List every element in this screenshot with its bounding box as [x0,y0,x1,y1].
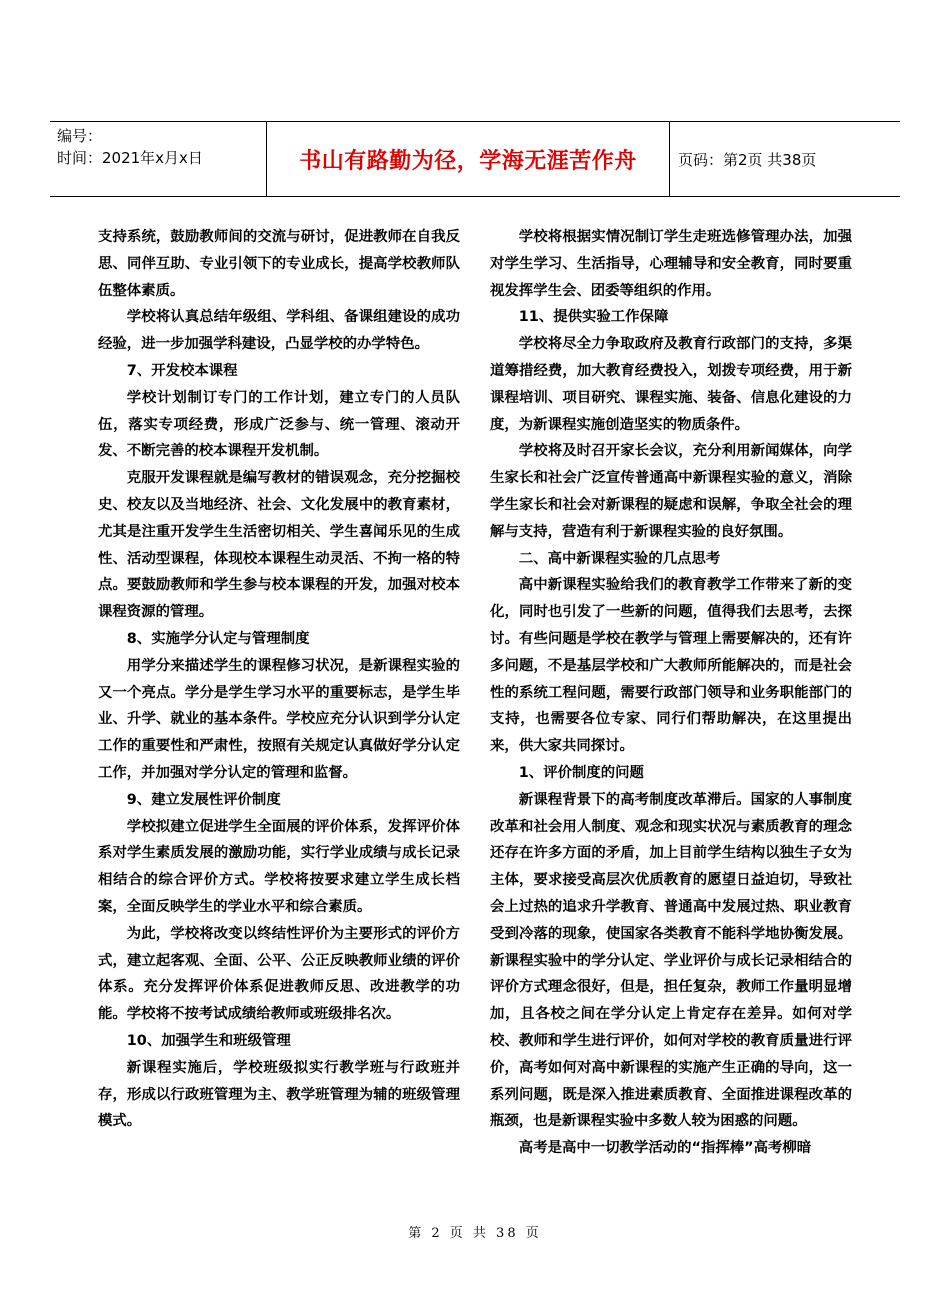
page-footer: 第 2 页 共 38 页 [408,1226,542,1241]
document-number-label: 编号： [57,127,103,145]
paragraph: 8、实施学分认定与管理制度 [126,630,310,647]
paragraph: 为此，学校将改变以终结性评价为主要形式的评价方式，建立起客观、全面、公平、公正反映教师业绩的评价体系。充分发挥评价体系促进教师反思、改进教学的功能。学校将不按考试成绩给教师或班级排名次。 [98,925,460,1023]
paragraph: 用学分来描述学生的课程修习状况，是新课程实验的又一个亮点。学分是学生学习水平的重要标志，是学生毕业、升学、就业的基本条件。学校应充分认识到学分认定工作的重要性和严肃性，按照有关规定认真做好学分认定工作，并加强对学分认定的管理和监督。 [98,657,460,781]
paragraph: 10、加强学生和班级管理 [126,1032,291,1049]
paragraph: 高考是高中一切教学活动的“指挥棒”高考柳暗 [518,1140,812,1157]
paragraph: 学校拟建立促进学生全面展的评价体系，发挥评价体系对学生素质发展的激励功能，实行学业成绩与成长记录相结合的综合评价方式。学校将按要求建立学生成长档案，全面反映学生的学业水平和综合素质。 [98,818,460,915]
paragraph: 11、提供实验工作保障 [518,309,669,326]
page-header [50,121,900,197]
paragraph: 学校将认真总结年级组、学科组、备课组建设的成功经验，进一步加强学科建设，凸显学校的办学特色。 [98,309,460,353]
paragraph: 高中新课程实验给我们的教育教学工作带来了新的变化，同时也引发了一些新的问题，值得我们去思考，去探讨。有些问题是学校在教学与管理上需要解决的，还有许多问题，不是基层学校和广大教师所能解决的，而是社会性的系统工程问题，需要行政部门领导和业务职能部门的支持，也需要各位专家、同行们帮助解决，在这里提出来，供大家共同探讨。 [490,577,852,755]
paragraph: 学校将尽全力争取政府及教育行政部门的支持，多渠道筹措经费，加大教育经费投入，划拨专项经费，用于新课程培训、项目研究、课程实施、装备、信息化建设的力度，为新课程实施创造坚实的物质条件。 [490,336,852,433]
paragraph: 学校计划制订专门的工作计划，建立专门的人员队伍，落实专项经费，形成广泛参与、统一管理、滚动开发、不断完善的校本课程开发机制。 [98,389,460,460]
paragraph: 7、开发校本课程 [126,362,238,379]
header-page-label: 页码：第2页 共38页 [678,150,817,169]
paragraph: 学校将及时召开家长会议，充分利用新闻媒体，向学生家长和社会广泛宣传普通高中新课程实验的意义，消除学生家长和社会对新课程的疑虑和误解，争取全社会的理解与支持，营造有利于新课程实验的良好氛围。 [490,443,852,540]
left-text-column [98,224,460,1135]
paragraph: 学校将根据实情况制订学生走班选修管理办法，加强对学生学习、生活指导，心理辅导和安全教育，同时要重视发挥学生会、团委等组织的作用。 [490,229,852,299]
paragraph: 新课程背景下的高考制度改革滞后。国家的人事制度改革和社会用人制度、观念和现实状况与素质教育的理念还存在许多方面的矛盾，加上目前学生结构以独生子女为主体，要求接受高层次优质教育的愿望日益迫切，导致社会上过热的追求升学教育、普通高中发展过热、职业教育受到冷落的现象，使国家各类教育不能科学地协衡发展。新课程实验中的学分认定、学业评价与成长记录相结合的评价方式理念很好，但是，担任复杂，教师工作量明显增加，且各校之间在学分认定上肯定存在差异。如何对学校、教师和学生进行评价，如何对学校的教育质量进行评价，高考如何对高中新课程的实施产生正确的导向，这一系列问题，既是深入推进素质教育、全面推进课程改革的瓶颈，也是新课程实验中多数人较为困惑的问题。 [490,791,852,1130]
paragraph: 二、高中新课程实验的几点思考 [518,550,721,567]
header-motto: 书山有路勤为径，学海无涯苦作舟 [299,147,637,174]
paragraph: 支持系统，鼓励教师间的交流与研讨，促进教师在自我反思、同伴互助、专业引领下的专业成长，提高学校教师队伍整体素质。 [98,229,460,299]
paragraph: 克服开发课程就是编写教材的错误观念，充分挖掘校史、校友以及当地经济、社会、文化发展中的教育素材，尤其是注重开发学生生活密切相关、学生喜闻乐见的生成性、活动型课程，体现校本课程生动灵活、不拘一格的特点。要鼓励教师和学生参与校本课程的开发，加强对校本课程资源的管理。 [98,470,460,621]
right-text-column [490,224,852,1162]
header-meta [57,125,267,169]
paragraph: 9、建立发展性评价制度 [126,791,281,808]
document-time-label: 时间：2021年x月x日 [57,149,203,167]
paragraph: 新课程实施后，学校班级拟实行教学班与行政班并存，形成以行政班管理为主、教学班管理为辅的班级管理模式。 [98,1059,460,1130]
header-divider [669,122,670,196]
paragraph: 1、评价制度的问题 [518,764,644,781]
